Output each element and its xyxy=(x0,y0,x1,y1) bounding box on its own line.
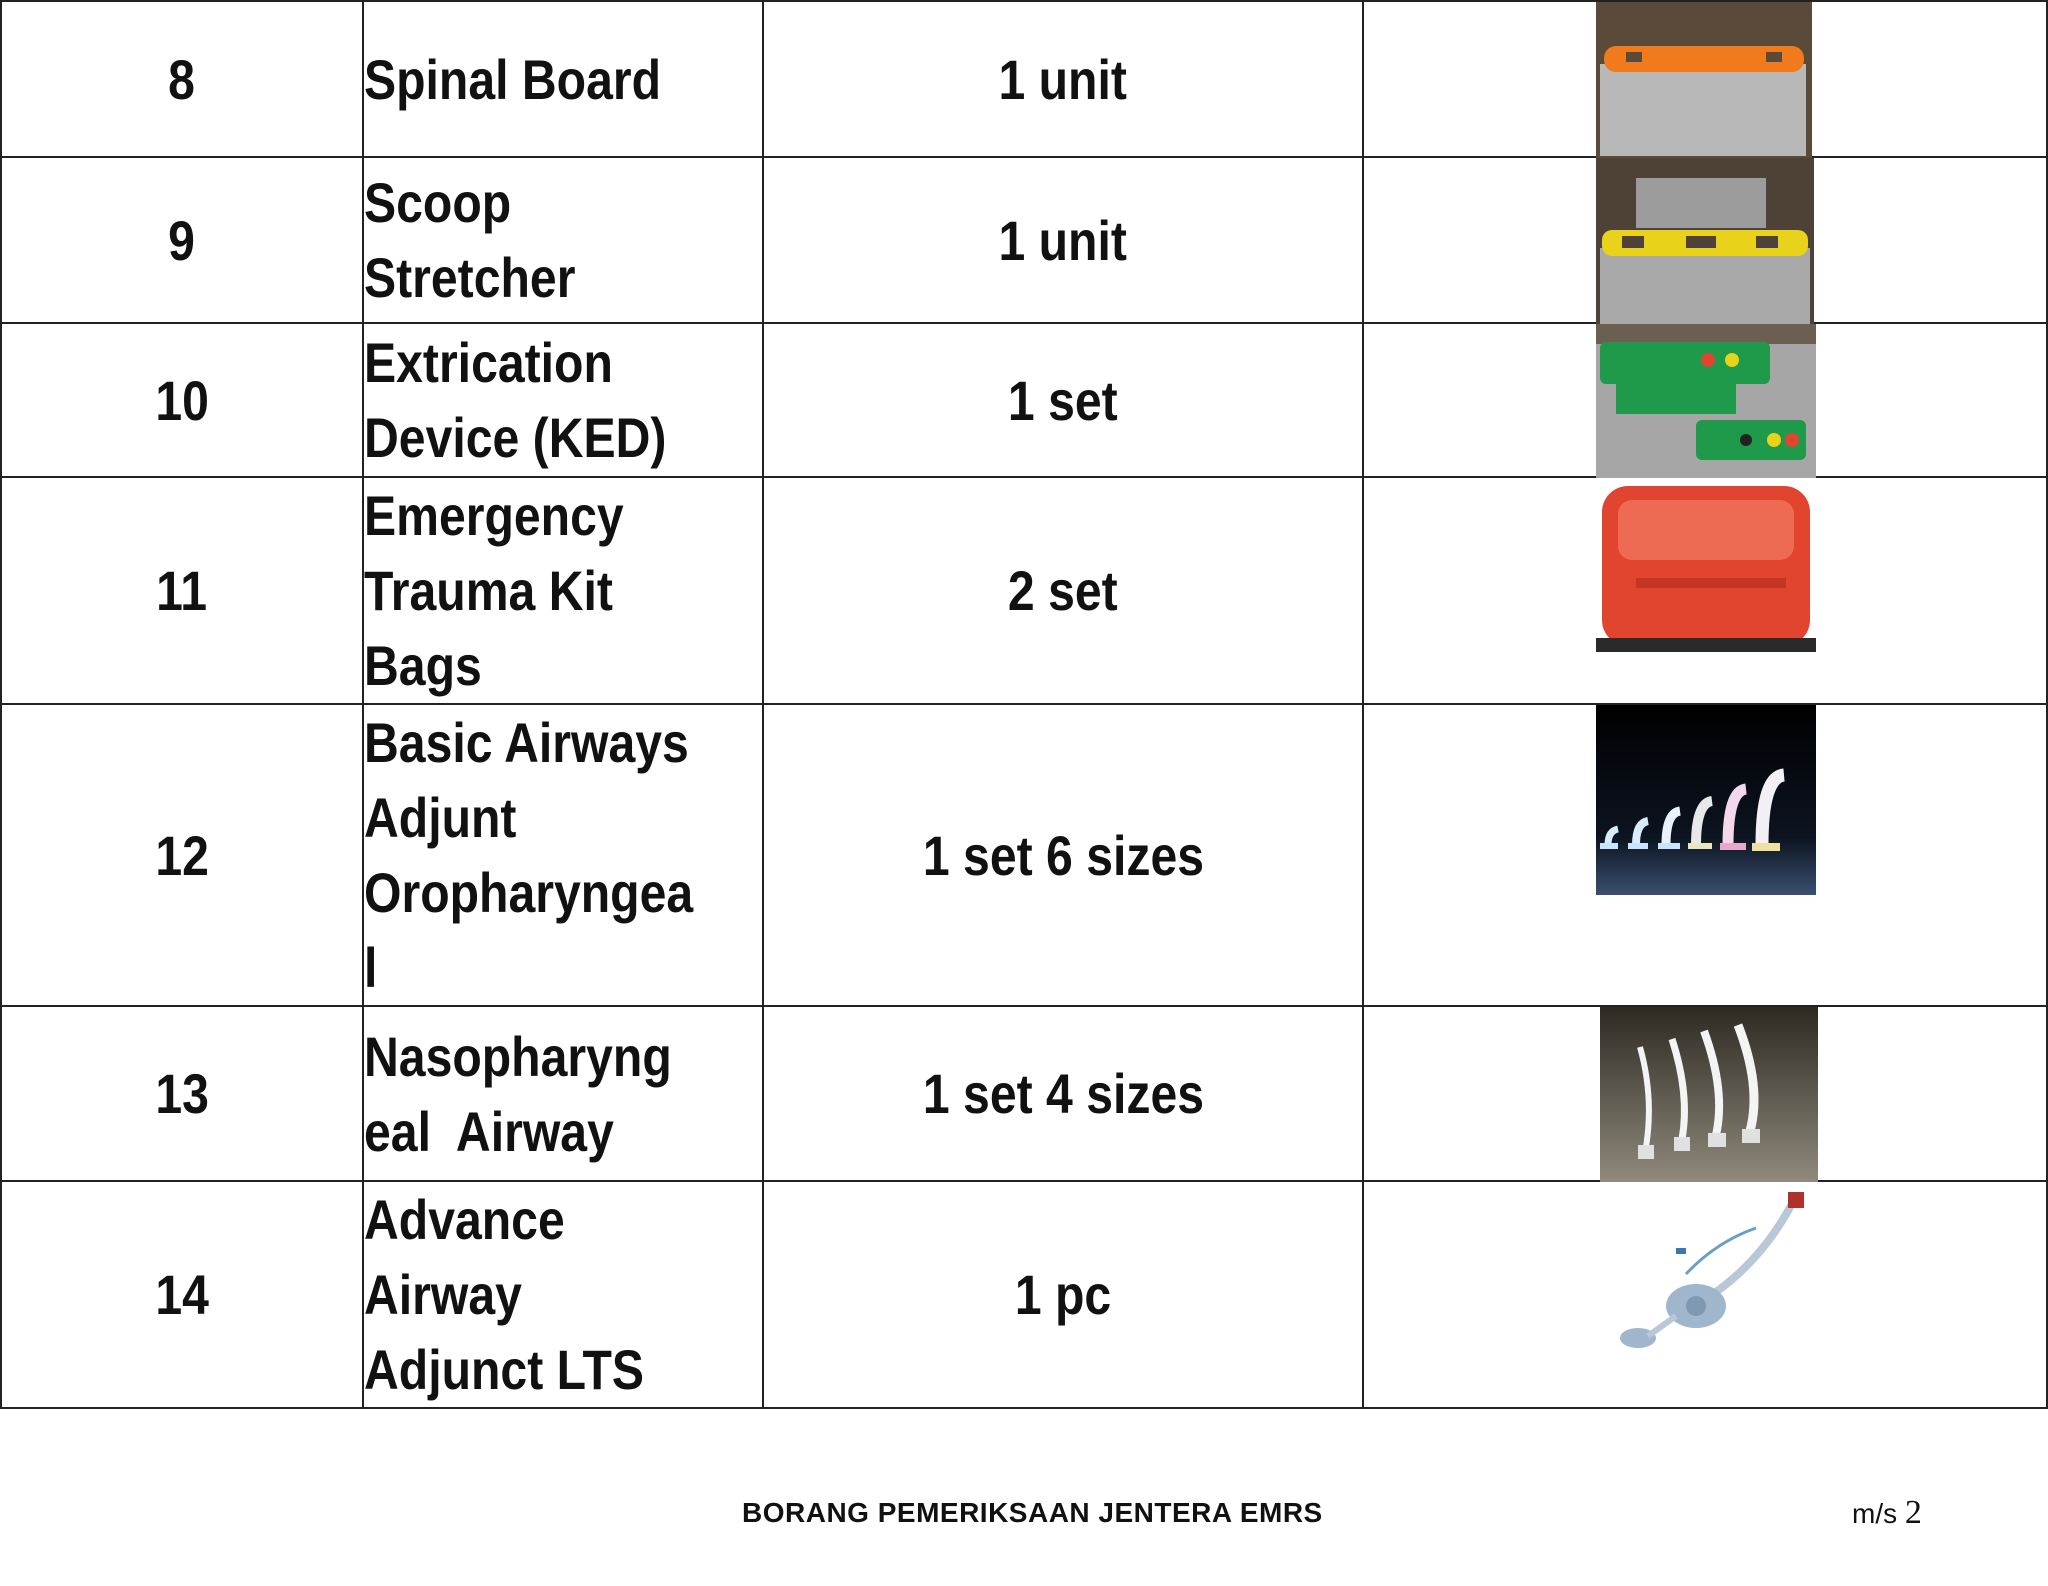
page-prefix: m/s xyxy=(1852,1498,1898,1529)
picture-cell xyxy=(1363,1181,2047,1408)
table-row xyxy=(1,1,2047,157)
table-row xyxy=(1,323,2047,477)
item-number: 14 xyxy=(155,1263,209,1326)
table-row xyxy=(1,1181,2047,1408)
item-number-cell xyxy=(1,323,363,477)
trauma-bag-photo xyxy=(1596,478,1816,656)
item-name-line: Scoop xyxy=(364,171,512,234)
item-name-cell xyxy=(363,1006,763,1181)
item-name-line: eal Airway xyxy=(364,1099,614,1163)
item-number-cell xyxy=(1,1,363,157)
item-name-cell xyxy=(363,1,763,157)
ked-photo xyxy=(1596,324,1816,478)
item-name-line: Adjunt xyxy=(364,786,517,849)
item-name-cell xyxy=(363,704,763,1006)
picture-cell xyxy=(1363,323,2047,477)
table-row xyxy=(1,157,2047,323)
item-number: 13 xyxy=(155,1062,209,1125)
item-number: 8 xyxy=(168,47,196,111)
item-name-line: Emergency xyxy=(364,484,624,547)
item-name-line: Advance xyxy=(364,1188,565,1251)
item-name-line: Stretcher xyxy=(364,246,576,309)
footer-page-number xyxy=(1852,1494,1922,1532)
item-name-cell xyxy=(363,323,763,477)
quantity: 1 pc xyxy=(1014,1263,1112,1326)
lts-airway-photo xyxy=(1596,1188,1816,1378)
item-name-line: Bags xyxy=(364,634,482,697)
quantity: 1 set 4 sizes xyxy=(922,1062,1204,1125)
item-number-cell xyxy=(1,477,363,704)
quantity-cell xyxy=(763,1181,1363,1408)
picture-cell xyxy=(1363,1,2047,157)
item-name-line: Nasopharyng xyxy=(364,1024,672,1088)
item-name-line: Adjunct LTS xyxy=(364,1338,645,1401)
table-row xyxy=(1,1006,2047,1181)
item-number: 9 xyxy=(168,208,196,272)
quantity: 1 set 6 sizes xyxy=(922,823,1204,887)
picture-cell xyxy=(1363,704,2047,1006)
item-number-cell xyxy=(1,1181,363,1408)
item-name-line: Oropharyngea xyxy=(364,861,694,924)
spinal-board-photo xyxy=(1596,2,1812,158)
item-number: 12 xyxy=(155,823,209,887)
item-name-cell xyxy=(363,477,763,704)
oropharyngeal-airways-photo xyxy=(1596,705,1816,895)
table-row xyxy=(1,477,2047,704)
picture-cell xyxy=(1363,1006,2047,1181)
nasopharyngeal-airways-photo xyxy=(1600,1007,1818,1182)
item-name-cell xyxy=(363,1181,763,1408)
quantity: 1 set xyxy=(1008,368,1118,432)
item-number-cell xyxy=(1,704,363,1006)
footer-form-title: BORANG PEMERIKSAAN JENTERA EMRS xyxy=(742,1497,1323,1528)
picture-cell xyxy=(1363,477,2047,704)
item-name-line: Trauma Kit xyxy=(364,559,613,622)
item-name-cell xyxy=(363,157,763,323)
quantity-cell xyxy=(763,1006,1363,1181)
quantity: 1 unit xyxy=(998,208,1128,272)
item-name-line: Spinal Board xyxy=(364,47,662,111)
item-name-line: Basic Airways xyxy=(364,711,689,774)
item-number-cell xyxy=(1,157,363,323)
quantity-cell xyxy=(763,704,1363,1006)
item-name-line: Device (KED) xyxy=(364,406,667,469)
item-name-line: l xyxy=(364,936,378,999)
item-name-line: Extrication xyxy=(364,331,613,394)
item-number: 10 xyxy=(155,368,209,432)
quantity-cell xyxy=(763,477,1363,704)
item-number: 11 xyxy=(156,559,208,622)
page-number: 2 xyxy=(1904,1494,1922,1531)
quantity-cell xyxy=(763,1,1363,157)
table-row xyxy=(1,704,2047,1006)
item-name-line: Airway xyxy=(364,1263,522,1326)
quantity-cell xyxy=(763,323,1363,477)
quantity-cell xyxy=(763,157,1363,323)
quantity: 2 set xyxy=(1008,559,1118,622)
picture-cell xyxy=(1363,157,2047,323)
scoop-stretcher-photo xyxy=(1596,158,1814,324)
item-number-cell xyxy=(1,1006,363,1181)
quantity: 1 unit xyxy=(998,47,1128,111)
